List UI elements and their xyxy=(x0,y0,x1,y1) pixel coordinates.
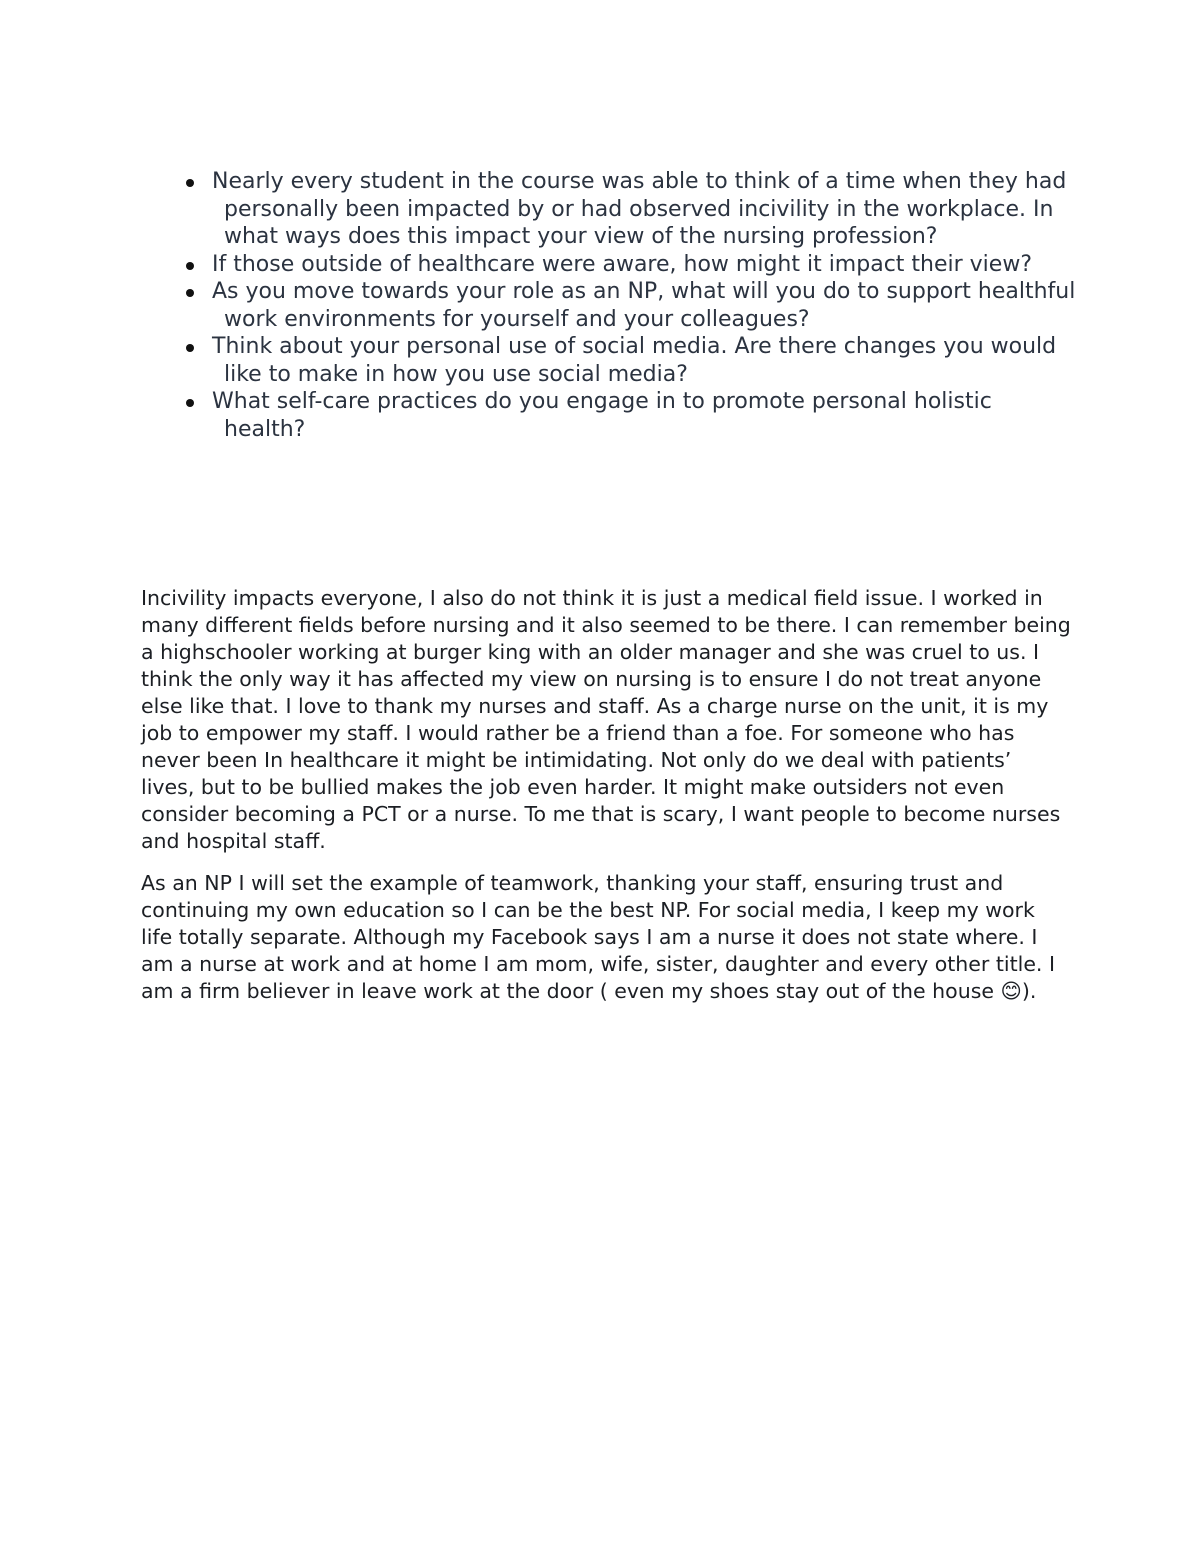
response-paragraph-1: Incivility impacts everyone, I also do not think it is just a medical field issue. I worked in many different fields before nursing and it also seemed to be there. I can remember being a highschooler working at burger king with an older manager and she was cruel to us. I think the only way it has affected my view on nursing is to ensure I do not treat anyone else like that. I love to thank my nurses and staff. As a charge nurse on the unit, it is my job to empower my staff. I would rather be a friend than a foe. For someone who has never been In healthcare it might be intimidating. Not only do we deal with patients’ lives, but to be bullied makes the job even harder. It might make outsiders not even consider becoming a PCT or a nurse. To me that is scary, I want people to become nurses and hospital staff. xyxy=(141,586,1071,853)
bullet-icon xyxy=(186,262,194,270)
question-text: As you move towards your role as an NP, what will you do to support healthful work environments for yourself and your colleagues? xyxy=(212,279,1076,332)
question-text: If those outside of healthcare were aware, how might it impact their view? xyxy=(212,251,1032,277)
question-item xyxy=(186,388,1076,443)
bullet-icon xyxy=(186,289,194,297)
bullet-icon xyxy=(186,399,194,407)
question-text: Think about your personal use of social media. Are there changes you would like to make in how you use social media? xyxy=(212,334,1057,387)
question-text: Nearly every student in the course was able to think of a time when they had personally been impacted by or had observed incivility in the workplace. In what ways does this impact your view of the nursing profession? xyxy=(212,169,1067,249)
question-list xyxy=(186,168,1076,443)
question-item xyxy=(186,251,1076,279)
question-item xyxy=(186,333,1076,388)
bullet-icon xyxy=(186,179,194,187)
question-text: What self-care practices do you engage in to promote personal holistic health? xyxy=(212,389,992,442)
question-item xyxy=(186,168,1076,251)
bullet-icon xyxy=(186,344,194,352)
response-paragraph-2: As an NP I will set the example of teamwork, thanking your staff, ensuring trust and continuing my own education so I can be the best NP. For social media, I keep my work life totally separate. Although my Facebook says I am a nurse it does not state where. I am a nurse at work and at home I am mom, wife, sister, daughter and every other title. I am a firm believer in leave work at the door ( even my shoes stay out of the house 😊). xyxy=(141,871,1056,1003)
question-item xyxy=(186,278,1076,333)
